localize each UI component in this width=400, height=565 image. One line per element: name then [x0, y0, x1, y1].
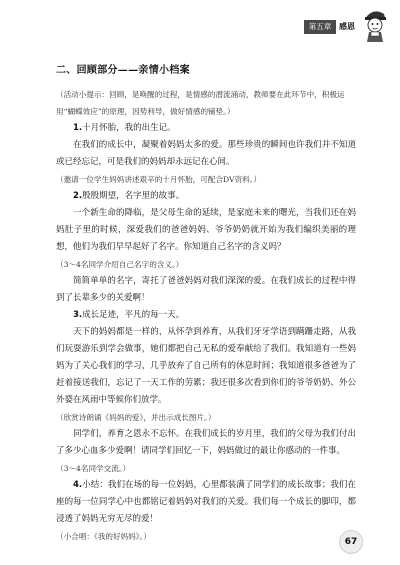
activity-note: （小合唱：《我的好妈妈》。）: [56, 532, 151, 541]
item-number: 1.: [73, 123, 83, 133]
paragraph-text: 天下的妈妈都是一样的，从怀孕到养育，从我们牙牙学语到蹒跚走路，从我们玩耍游乐到学会做事，她们都把自己无私的爱奉献给了我们。我知道有一些妈妈为了关心我们的学习，几乎放弃了自己所有的休息时间；我知道很多爸爸为了赶着接送我们，忘记了一天工作的劳累；我还很多次看到你们的爷爷奶奶、外公外婆在风雨中等候你们放学。: [56, 327, 356, 405]
activity-note: （3～4名同学介绍自己名字的含义。）: [56, 260, 184, 269]
activity-note: （欣赏诗朗诵《妈妈的爱》，并出示成长图片。）: [56, 413, 216, 422]
numbered-heading: [56, 120, 356, 137]
numbered-heading: [56, 307, 356, 324]
body-paragraph: [56, 426, 356, 460]
item-text: 十月怀胎，我的出生记。: [82, 123, 176, 133]
section-title: 二、回顾部分——亲情小档案: [56, 65, 190, 76]
item-text: 殷殷期望，名字里的故事。: [82, 191, 185, 201]
body-paragraph: [56, 273, 356, 307]
unit-title: 感恩: [339, 22, 355, 31]
paragraph-text: 在我们的成长中，凝聚着妈妈太多的爱。那些珍贵的瞬间也许我们并不知道或已经忘记，可是我们的妈妈却永远记在心间。: [56, 140, 356, 167]
item-number: 2.: [73, 191, 83, 201]
activity-note: （活动小提示：回顾，是唤醒的过程，是情感的潜流涌动，教师要在此环节中，积极运用“蝴蝶效应”的原理，因势利导，做好情感的铺垫。）: [56, 90, 345, 116]
paragraph-text: 简简单单的名字，寄托了爸爸妈妈对我们深深的爱。在我们成长的过程中得到了长辈多少的关爱啊！: [56, 276, 356, 303]
numbered-heading: [56, 188, 356, 205]
activity-note: （邀请一位学生妈妈讲述艰辛的十月怀胎，可配合DV资料。）: [56, 175, 262, 184]
body-paragraph: [56, 137, 356, 171]
item-text: 小结：我们在场的每一位妈妈，心里都装满了同学们的成长故事；我们在座的每一位同学心中也都铭记着妈妈对我们的关爱。我们每一个成长的脚印，都浸透了妈妈无穷无尽的爱！: [56, 480, 356, 524]
paragraph-text: 一个新生命的降临，是父母生命的延续，是家庭未来的曙光，当我们还在妈妈肚子里的时候，深爱我们的爸爸妈妈、爷爷奶奶就开始为我们编织美丽的理想，他们为我们早早起好了名字。你知道自己名字的含义吗？: [56, 208, 356, 252]
cartoon-boy-icon: [360, 6, 390, 44]
item-text: 成长足迹，平凡的每一天。: [82, 310, 185, 320]
paragraph-text: 同学们，养育之恩永不忘怀。在我们成长的岁月里，我们的父母为我们付出了多少心血多少爱啊！请同学们回忆一下，妈妈做过的最让你感动的一件事。: [56, 429, 356, 456]
item-number: 3.: [73, 310, 83, 320]
body-paragraph: [56, 324, 356, 409]
numbered-paragraph: [56, 477, 356, 528]
unit-badge: 第五章: [304, 20, 336, 34]
body-paragraph: [56, 205, 356, 256]
item-number: 4.: [73, 480, 83, 490]
content-body: [56, 86, 356, 545]
page-number: 67: [339, 530, 363, 554]
activity-note: （3～4名同学交流。）: [56, 464, 131, 473]
